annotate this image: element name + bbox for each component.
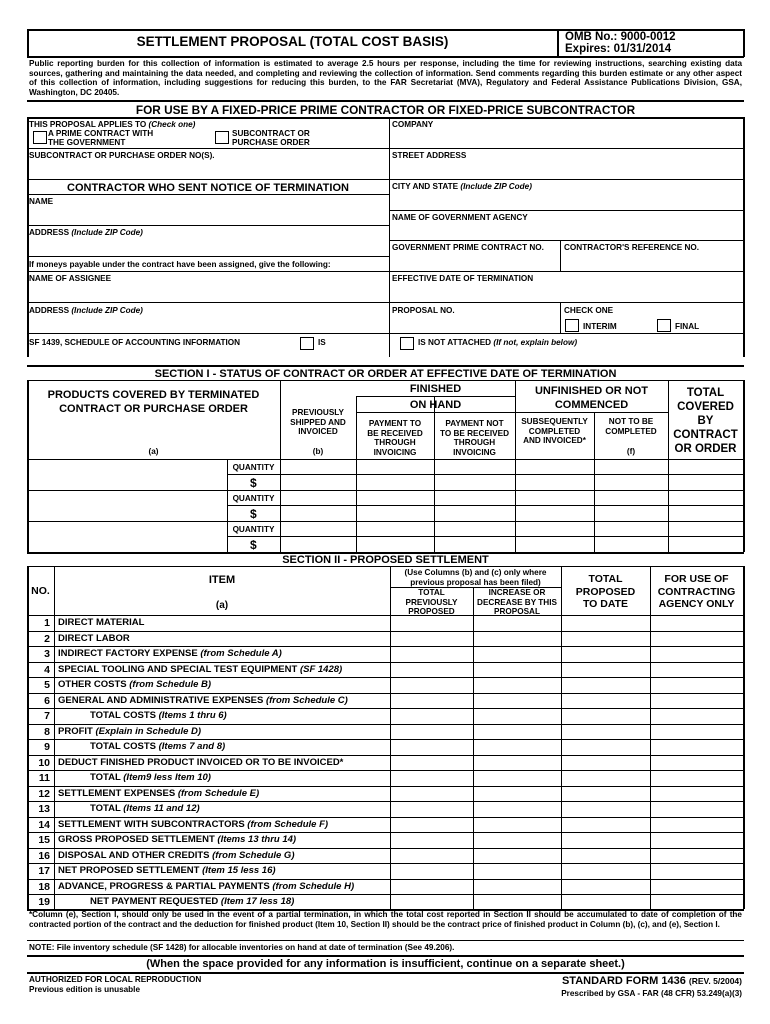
row-label-note: (from Schedule C) <box>265 694 348 706</box>
final-label: FINAL <box>675 322 700 331</box>
row-label-text: DIRECT LABOR <box>58 632 130 644</box>
row-label-text: TOTAL COSTS <box>90 741 156 752</box>
row-label-text: SETTLEMENT WITH SUBCONTRACTORS <box>58 818 245 830</box>
agency-use-field[interactable] <box>651 787 742 801</box>
use-columns-note: (Use Columns (b) and (c) only where previous proposal has been filed) <box>404 568 547 587</box>
row-label-text: GENERAL AND ADMINISTRATIVE EXPENSES <box>58 694 264 706</box>
agency-use-heading: FOR USE OF CONTRACTING AGENCY ONLY <box>657 573 736 610</box>
inventory-note: NOTE: File inventory schedule (SF 1428) for allocable inventories on hand at date of termination (See 49.206). <box>29 943 455 952</box>
row-label-text: NET PROPOSED SETTLEMENT <box>58 865 200 876</box>
proposal-no-label: PROPOSAL NO. <box>392 306 455 315</box>
agency-use-field[interactable] <box>651 880 742 894</box>
footnote: *Column (e), Section I, should only be used in the event of a partial termination, in which the total cost reported in Section II should be accumulated to date of completion of the contracted portion of the contract and the deduction for finished product (Item 10, Section II) should be the contract price of finished product in Column (b), (c), and (e), Section I. <box>29 910 742 929</box>
prescribed-by: Prescribed by GSA - FAR (48 CFR) 53.249(a)(3) <box>561 989 742 998</box>
city-state-label: CITY AND STATE (Include ZIP Code) <box>392 182 532 191</box>
total-previously-field[interactable] <box>391 880 473 894</box>
row-label-text: TOTAL <box>90 803 121 814</box>
row-label <box>58 664 342 675</box>
increase-decrease-field[interactable] <box>474 678 561 692</box>
row-label <box>90 803 200 814</box>
row-number: 17 <box>38 865 50 877</box>
increase-decrease-field[interactable] <box>474 663 561 677</box>
address-field[interactable] <box>29 237 385 255</box>
row-label <box>58 633 130 644</box>
products-heading: PRODUCTS COVERED BY TERMINATED CONTRACT OR PURCHASE ORDER <box>47 389 260 415</box>
agency-use-field[interactable] <box>651 740 742 754</box>
authorized-reproduction: AUTHORIZED FOR LOCAL REPRODUCTION <box>29 975 202 984</box>
total-previously-field[interactable] <box>391 694 473 708</box>
subcontract-checkbox[interactable] <box>215 131 229 144</box>
assignee-name-label: NAME OF ASSIGNEE <box>29 274 112 283</box>
agency-use-field[interactable] <box>651 864 742 878</box>
contractor-reference-field[interactable] <box>564 252 740 269</box>
total-previously-field[interactable] <box>391 787 473 801</box>
street-address-label: STREET ADDRESS <box>392 151 467 160</box>
insufficient-space-note: (When the space provided for any information is insufficient, continue on a separate sheet.) <box>146 958 625 970</box>
row-label-text: DIRECT MATERIAL <box>58 617 145 628</box>
row-label <box>58 850 294 861</box>
row-number: 2 <box>44 632 50 645</box>
final-checkbox[interactable] <box>657 319 671 332</box>
increase-decrease-field[interactable] <box>474 740 561 754</box>
section-2-title: SECTION II - PROPOSED SETTLEMENT <box>282 554 489 566</box>
moneys-assigned-note: If moneys payable under the contract have been assigned, give the following: <box>29 260 331 269</box>
is-label: IS <box>318 338 326 347</box>
item-heading: ITEM <box>208 574 236 586</box>
total-proposed-field[interactable] <box>562 725 650 739</box>
row-label <box>58 819 328 830</box>
total-previously-field[interactable] <box>391 756 473 770</box>
prev-shipped-heading: PREVIOUSLY SHIPPED AND INVOICED <box>290 408 346 436</box>
row-label-note: (Items 13 thru 14) <box>217 834 297 845</box>
row-label-text: TOTAL <box>90 772 121 783</box>
row-label-text: DEDUCT FINISHED PRODUCT INVOICED OR TO BE INVOICED* <box>58 756 344 768</box>
effective-date-field[interactable] <box>392 283 740 301</box>
burden-statement: Public reporting burden for this collection of information is estimated to average 2.5 hours per response, including the time for reviewing instructions, searching existing data sources, gathering and maintaining the data needed, and completing and reviewing the collection of information. Send comments regarding this burden estimate or any other aspect of this collection of information, including suggestions for reducing this burden, to the FAR Secretariat (MVA), Regulatory and Federal Assistance Publications Division, GSA, Washington, DC 20405. <box>29 59 742 97</box>
total-proposed-field[interactable] <box>562 616 650 630</box>
row-label-note: (from Schedule A) <box>200 648 282 659</box>
row-label-note: (SF 1428) <box>299 663 343 675</box>
dollar-label-1: $ <box>250 476 257 490</box>
interim-checkbox[interactable] <box>565 319 579 332</box>
row-label-note: (from Schedule G) <box>212 849 295 861</box>
effective-date-label: EFFECTIVE DATE OF TERMINATION <box>392 274 534 283</box>
row-label-note: (from Schedule B) <box>129 679 212 690</box>
row-number: 18 <box>38 880 50 893</box>
total-previously-field[interactable] <box>391 849 473 863</box>
row-label <box>90 896 294 907</box>
finished-heading: FINISHED <box>409 383 462 395</box>
total-proposed-field[interactable] <box>562 663 650 677</box>
col-b-label: (b) <box>312 447 324 456</box>
assignee-address-label: ADDRESS (Include ZIP Code) <box>29 306 143 315</box>
increase-decrease-field[interactable] <box>474 725 561 739</box>
total-previously-field[interactable] <box>391 740 473 754</box>
company-field[interactable] <box>392 129 740 147</box>
row-number: 13 <box>38 803 50 815</box>
row-number: 5 <box>44 679 50 691</box>
increase-decrease-field[interactable] <box>474 709 561 723</box>
total-previously-field[interactable] <box>391 864 473 878</box>
address-label: ADDRESS (Include ZIP Code) <box>29 228 143 237</box>
row-label <box>58 788 259 799</box>
gov-agency-label: NAME OF GOVERNMENT AGENCY <box>392 213 528 222</box>
form-title: SETTLEMENT PROPOSAL (TOTAL COST BASIS) <box>136 34 449 49</box>
row-label-note: (Explain in Schedule D) <box>95 725 202 737</box>
total-previously-field[interactable] <box>391 833 473 847</box>
total-previously-field[interactable] <box>391 895 473 909</box>
row-label-text: TOTAL COSTS <box>90 710 156 721</box>
agency-use-field[interactable] <box>651 725 742 739</box>
total-proposed-field[interactable] <box>562 818 650 832</box>
row-label-text: PROFIT <box>58 725 93 737</box>
assignee-address-field[interactable] <box>29 315 385 331</box>
contractor-heading: CONTRACTOR WHO SENT NOTICE OF TERMINATION <box>67 182 349 194</box>
name-field[interactable] <box>29 206 385 224</box>
row-label <box>90 772 211 783</box>
row-label <box>58 834 296 845</box>
row-number: 9 <box>44 741 50 753</box>
pay-received-heading: PAYMENT TO BE RECEIVED THROUGH INVOICING <box>367 419 423 457</box>
row-label <box>58 726 201 737</box>
explanation-field[interactable] <box>29 348 741 364</box>
city-state-field[interactable] <box>392 191 740 209</box>
total-proposed-heading: TOTAL PROPOSED TO DATE <box>575 573 636 610</box>
row-label-text: ADVANCE, PROGRESS & PARTIAL PAYMENTS <box>58 880 270 892</box>
row-number: 14 <box>38 818 50 831</box>
subcontract-nos-field[interactable] <box>29 160 385 178</box>
row-label <box>58 679 211 690</box>
total-proposed-field[interactable] <box>562 756 650 770</box>
sf1439-label: SF 1439, SCHEDULE OF ACCOUNTING INFORMATION <box>29 338 241 347</box>
row-label <box>58 648 282 659</box>
total-previously-field[interactable] <box>391 725 473 739</box>
interim-label: INTERIM <box>583 322 617 331</box>
row-number: 6 <box>44 694 50 707</box>
row-number: 8 <box>44 725 50 738</box>
row-label <box>58 881 354 892</box>
row-label-note: (from Schedule F) <box>247 818 329 830</box>
total-proposed-field[interactable] <box>562 849 650 863</box>
is-not-attached-label: IS NOT ATTACHED (If not, explain below) <box>418 338 578 347</box>
pay-not-received-heading: PAYMENT NOT TO BE RECEIVED THROUGH INVOICING <box>439 419 509 457</box>
purchase-order-label: PURCHASE ORDER <box>232 138 310 147</box>
row-label-note: (Items 11 and 12) <box>123 803 200 814</box>
total-previously-field[interactable] <box>391 818 473 832</box>
increase-decrease-field[interactable] <box>474 632 561 646</box>
applies-to-label: THIS PROPOSAL APPLIES TO (Check one) <box>29 120 196 129</box>
agency-use-field[interactable] <box>651 849 742 863</box>
total-proposed-field[interactable] <box>562 632 650 646</box>
row-label-text: INDIRECT FACTORY EXPENSE <box>58 648 198 659</box>
col-f-label: (f) <box>626 447 636 456</box>
agency-use-field[interactable] <box>651 833 742 847</box>
total-previously-field[interactable] <box>391 647 473 661</box>
expiration-date: Expires: 01/31/2014 <box>565 43 672 55</box>
row-label <box>58 757 343 768</box>
item-a-label: (a) <box>215 600 229 611</box>
row-number: 11 <box>38 772 50 784</box>
increase-decrease-field[interactable] <box>474 756 561 770</box>
agency-use-field[interactable] <box>651 771 742 785</box>
quantity-label-1: QUANTITY <box>232 463 275 472</box>
increase-decrease-field[interactable] <box>474 880 561 894</box>
dollar-label-3: $ <box>250 538 257 552</box>
on-hand-heading: ON HAND <box>409 399 462 411</box>
row-label-text: SETTLEMENT EXPENSES <box>58 787 176 799</box>
contractor-reference-label: CONTRACTOR'S REFERENCE NO. <box>564 243 700 252</box>
total-previously-field[interactable] <box>391 616 473 630</box>
increase-decrease-heading: INCREASE OR DECREASE BY THIS PROPOSAL <box>477 588 557 616</box>
agency-use-field[interactable] <box>651 616 742 630</box>
total-proposed-field[interactable] <box>562 833 650 847</box>
assignee-name-field[interactable] <box>29 283 385 301</box>
row-label-text: GROSS PROPOSED SETTLEMENT <box>58 834 215 845</box>
agency-use-field[interactable] <box>651 632 742 646</box>
increase-decrease-field[interactable] <box>474 771 561 785</box>
total-proposed-field[interactable] <box>562 895 650 909</box>
row-label <box>58 865 276 876</box>
total-previously-field[interactable] <box>391 663 473 677</box>
row-label-note: (Items 1 thru 6) <box>158 710 227 721</box>
row-label-text: NET PAYMENT REQUESTED <box>90 896 219 907</box>
total-proposed-field[interactable] <box>562 771 650 785</box>
total-previously-field[interactable] <box>391 709 473 723</box>
omb-number: OMB No.: 9000-0012 <box>565 31 676 43</box>
row-label-note: (Item9 less Item 10) <box>123 772 211 783</box>
row-number: 15 <box>38 834 50 846</box>
subsequently-completed-heading: SUBSEQUENTLY COMPLETED AND INVOICED* <box>521 417 588 445</box>
total-previously-field[interactable] <box>391 678 473 692</box>
increase-decrease-field[interactable] <box>474 694 561 708</box>
row-label-text: OTHER COSTS <box>58 679 127 690</box>
agency-use-field[interactable] <box>651 709 742 723</box>
quantity-label-2: QUANTITY <box>232 494 275 503</box>
agency-use-field[interactable] <box>651 802 742 816</box>
total-proposed-field[interactable] <box>562 880 650 894</box>
gov-agency-field[interactable] <box>392 222 740 238</box>
agency-use-field[interactable] <box>651 694 742 708</box>
row-label <box>58 617 144 628</box>
check-one-label: CHECK ONE <box>564 306 614 315</box>
total-previously-field[interactable] <box>391 771 473 785</box>
row-label-note: (from Schedule E) <box>177 787 260 799</box>
increase-decrease-field[interactable] <box>474 864 561 878</box>
row-number: 4 <box>44 663 50 676</box>
no-heading: NO. <box>31 585 50 597</box>
total-proposed-field[interactable] <box>562 740 650 754</box>
gov-prime-contract-label: GOVERNMENT PRIME CONTRACT NO. <box>392 243 544 252</box>
row-label <box>58 695 348 706</box>
total-proposed-field[interactable] <box>562 647 650 661</box>
row-number: 10 <box>38 756 50 769</box>
row-number: 19 <box>38 896 50 908</box>
col-a-label: (a) <box>148 447 159 456</box>
proposal-no-field[interactable] <box>392 315 557 331</box>
row-number: 3 <box>44 648 50 660</box>
dollar-label-2: $ <box>250 507 257 521</box>
standard-form-id: STANDARD FORM 1436 (REV. 5/2004) <box>561 975 742 987</box>
row-number: 16 <box>38 849 50 862</box>
agency-use-field[interactable] <box>651 756 742 770</box>
row-number: 7 <box>44 710 50 722</box>
gov-prime-contract-field[interactable] <box>392 252 557 269</box>
total-proposed-field[interactable] <box>562 694 650 708</box>
total-proposed-field[interactable] <box>562 864 650 878</box>
total-proposed-field[interactable] <box>562 678 650 692</box>
previous-edition: Previous edition is unusable <box>29 985 141 994</box>
prime-contract-checkbox[interactable] <box>33 131 47 144</box>
increase-decrease-field[interactable] <box>474 833 561 847</box>
increase-decrease-field[interactable] <box>474 849 561 863</box>
row-label <box>90 710 227 721</box>
not-completed-heading: NOT TO BE COMPLETED <box>605 417 657 436</box>
total-proposed-field[interactable] <box>562 787 650 801</box>
increase-decrease-field[interactable] <box>474 616 561 630</box>
row-number: 12 <box>38 787 50 800</box>
unfinished-heading: UNFINISHED OR NOT COMMENCED <box>534 385 649 411</box>
increase-decrease-field[interactable] <box>474 647 561 661</box>
row-label-note: (from Schedule H) <box>272 880 355 892</box>
increase-decrease-field[interactable] <box>474 895 561 909</box>
increase-decrease-field[interactable] <box>474 818 561 832</box>
subcontract-nos-label: SUBCONTRACT OR PURCHASE ORDER NO(S). <box>29 151 215 160</box>
government-label: THE GOVERNMENT <box>48 138 126 147</box>
company-label: COMPANY <box>392 120 434 129</box>
agency-use-field[interactable] <box>651 678 742 692</box>
increase-decrease-field[interactable] <box>474 787 561 801</box>
name-label: NAME <box>29 197 54 206</box>
total-covered-heading: TOTAL COVERED BY CONTRACT OR ORDER <box>673 387 738 455</box>
row-label-text: SPECIAL TOOLING AND SPECIAL TEST EQUIPMENT <box>58 663 298 675</box>
agency-use-field[interactable] <box>651 895 742 909</box>
quantity-label-3: QUANTITY <box>232 525 275 534</box>
section-1-title: SECTION I - STATUS OF CONTRACT OR ORDER AT EFFECTIVE DATE OF TERMINATION <box>154 368 617 380</box>
for-use-banner: FOR USE BY A FIXED-PRICE PRIME CONTRACTOR OR FIXED-PRICE SUBCONTRACTOR <box>135 103 636 117</box>
row-label-note: (Item 15 less 16) <box>202 865 276 876</box>
street-address-field[interactable] <box>392 160 740 178</box>
agency-use-field[interactable] <box>651 663 742 677</box>
total-proposed-field[interactable] <box>562 802 650 816</box>
total-previously-field[interactable] <box>391 632 473 646</box>
subcontract-label: SUBCONTRACT OR <box>232 129 310 138</box>
agency-use-field[interactable] <box>651 818 742 832</box>
row-label-note: (Items 7 and 8) <box>158 741 226 752</box>
total-previously-field[interactable] <box>391 802 473 816</box>
row-label <box>90 741 225 752</box>
agency-use-field[interactable] <box>651 647 742 661</box>
total-previously-heading: TOTAL PREVIOUSLY PROPOSED <box>405 588 458 616</box>
row-label-text: DISPOSAL AND OTHER CREDITS <box>58 849 210 861</box>
row-number: 1 <box>44 617 50 629</box>
increase-decrease-field[interactable] <box>474 802 561 816</box>
total-proposed-field[interactable] <box>562 709 650 723</box>
row-label-note: (Item 17 less 18) <box>220 896 295 907</box>
prime-contract-label: A PRIME CONTRACT WITH <box>48 129 154 138</box>
